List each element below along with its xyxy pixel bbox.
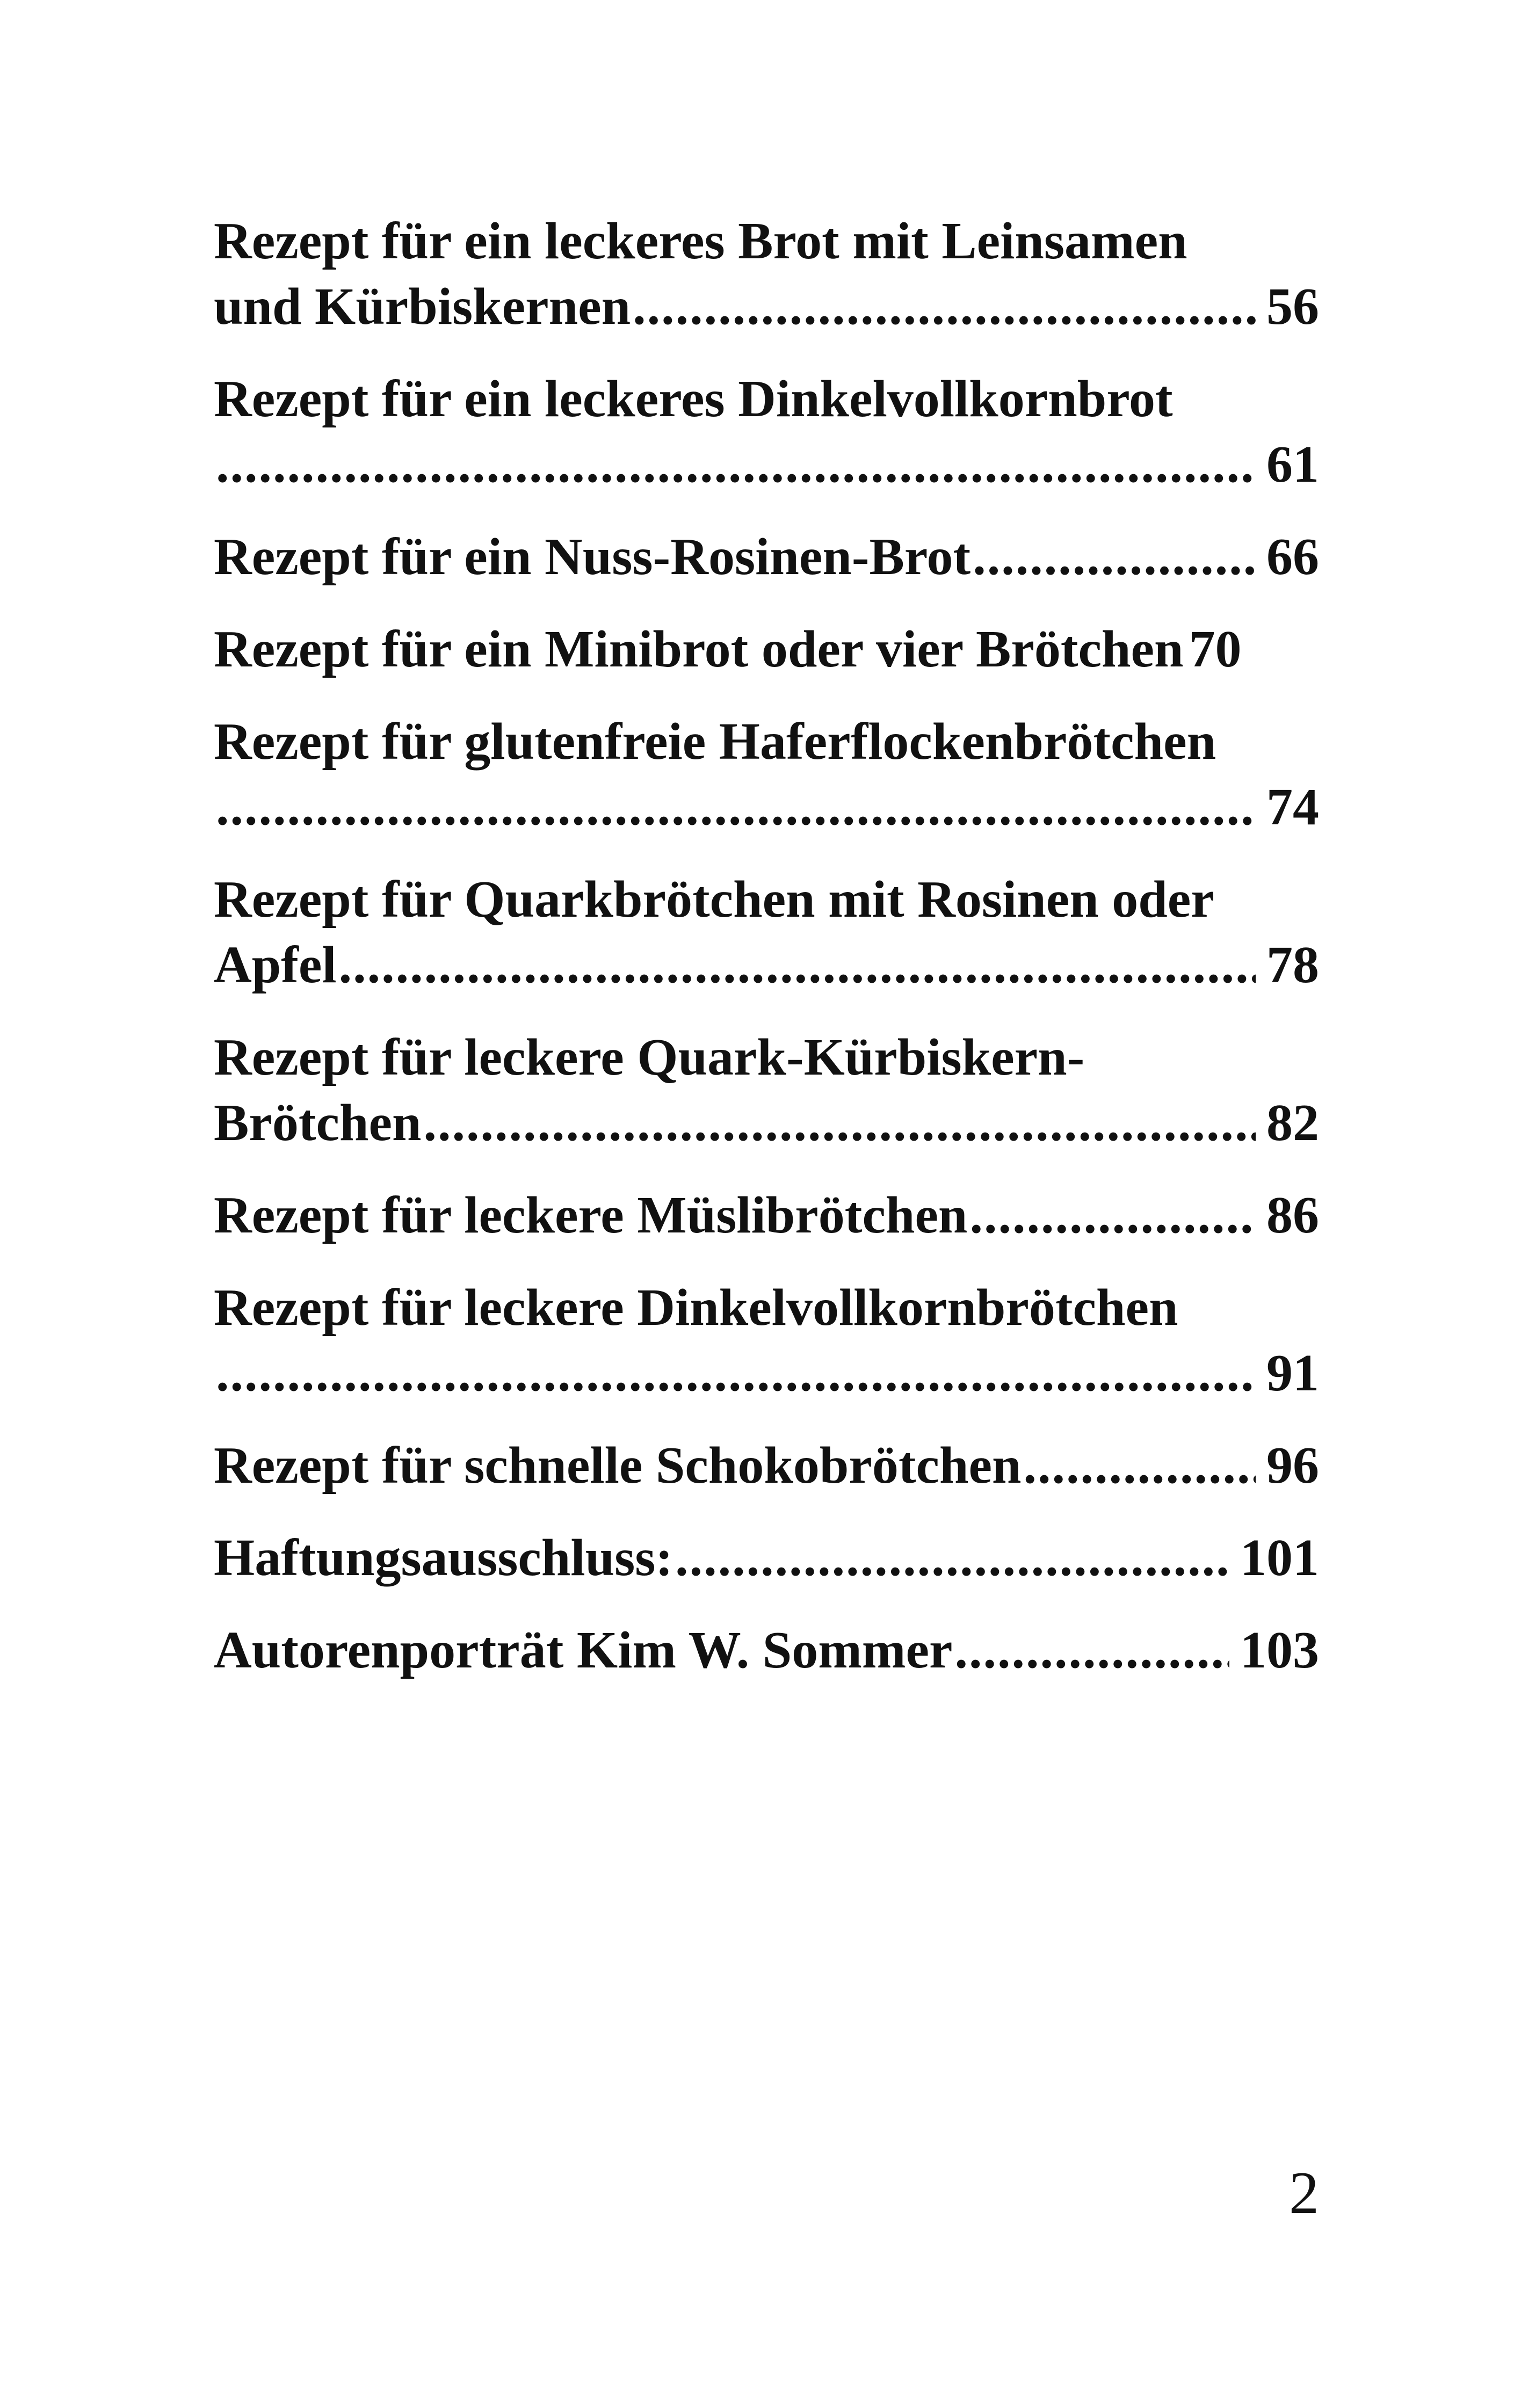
toc-entry-title: Brötchen [214, 1094, 422, 1152]
toc-entry-title-line: Rezept für glutenfreie Haferflockenbrötchen [214, 713, 1216, 771]
toc-entry [214, 1275, 1319, 1406]
toc-page-number: 86 [1266, 1186, 1319, 1244]
toc-entry [214, 1025, 1319, 1156]
toc-page-number: 96 [1266, 1437, 1319, 1495]
toc-entry-title: und Kürbiskernen [214, 278, 631, 336]
toc-entry-title: Apfel [214, 936, 337, 994]
toc-entry [214, 1618, 1319, 1683]
toc-entry [214, 616, 1319, 682]
toc-entry [214, 208, 1319, 339]
toc-entry-last-line [214, 1618, 1319, 1683]
toc-entry-title-line: Rezept für Quarkbrötchen mit Rosinen oder [214, 871, 1214, 929]
toc-page-number: 91 [1266, 1344, 1319, 1402]
toc-entry [214, 1525, 1319, 1591]
dot-leader [955, 1618, 1230, 1683]
toc-entry-title-line: Rezept für leckere Dinkelvollkornbrötchen [214, 1279, 1178, 1337]
toc-page-number: 103 [1240, 1621, 1319, 1679]
toc-entry-title-line: Rezept für leckere Quark-Kürbiskern- [214, 1028, 1085, 1086]
toc-entry-title-line: Rezept für ein leckeres Dinkelvollkornbrot [214, 370, 1173, 428]
toc-entry [214, 709, 1319, 840]
dot-leader [339, 932, 1256, 998]
dot-leader [216, 774, 1256, 840]
toc-page-number: 70 [1189, 620, 1242, 678]
toc-entry-last-line [214, 1525, 1319, 1591]
page-number: 2 [1289, 2160, 1319, 2226]
toc-entry-last-line [214, 932, 1319, 998]
toc-entry [214, 867, 1319, 998]
toc-entry-last-line [214, 1090, 1319, 1156]
toc-entry-title: Rezept für ein Nuss-Rosinen-Brot [214, 528, 971, 586]
dot-leader [216, 1340, 1256, 1406]
dot-leader [216, 432, 1256, 497]
toc-entry-title: Autorenporträt Kim W. Sommer [214, 1621, 953, 1679]
toc-page-number: 82 [1266, 1094, 1319, 1152]
toc-entry-title: Rezept für ein Minibrot oder vier Brötchen [214, 620, 1184, 678]
toc-entry [214, 1183, 1319, 1248]
toc-entry-title: Rezept für schnelle Schokobrötchen [214, 1437, 1022, 1495]
toc-page-number: 56 [1266, 278, 1319, 336]
toc-entry-last-line [214, 524, 1319, 590]
dot-leader [1024, 1433, 1256, 1498]
toc-entry-last-line [214, 432, 1319, 497]
toc-page-number: 61 [1266, 436, 1319, 494]
toc-entry-last-line [214, 1433, 1319, 1498]
toc-page-number: 74 [1266, 778, 1319, 836]
toc-entry-title: Haftungsausschluss: [214, 1529, 673, 1587]
toc-entry-last-line [214, 616, 1319, 682]
table-of-contents [214, 208, 1319, 1710]
toc-page-number: 78 [1266, 936, 1319, 994]
dot-leader [973, 524, 1256, 590]
toc-entry-title: Rezept für leckere Müslibrötchen [214, 1186, 968, 1244]
dot-leader [675, 1525, 1229, 1591]
toc-page-number: 66 [1266, 528, 1319, 586]
dot-leader [969, 1183, 1256, 1248]
toc-entry [214, 524, 1319, 590]
dot-leader [633, 274, 1256, 339]
toc-entry-last-line [214, 1183, 1319, 1248]
toc-entry-last-line [214, 274, 1319, 339]
toc-entry-title-line: Rezept für ein leckeres Brot mit Leinsamen [214, 212, 1187, 270]
toc-entry-last-line [214, 774, 1319, 840]
toc-entry [214, 366, 1319, 497]
toc-entry-last-line [214, 1340, 1319, 1406]
dot-leader [424, 1090, 1256, 1156]
toc-entry [214, 1433, 1319, 1498]
toc-page-number: 101 [1240, 1529, 1319, 1587]
